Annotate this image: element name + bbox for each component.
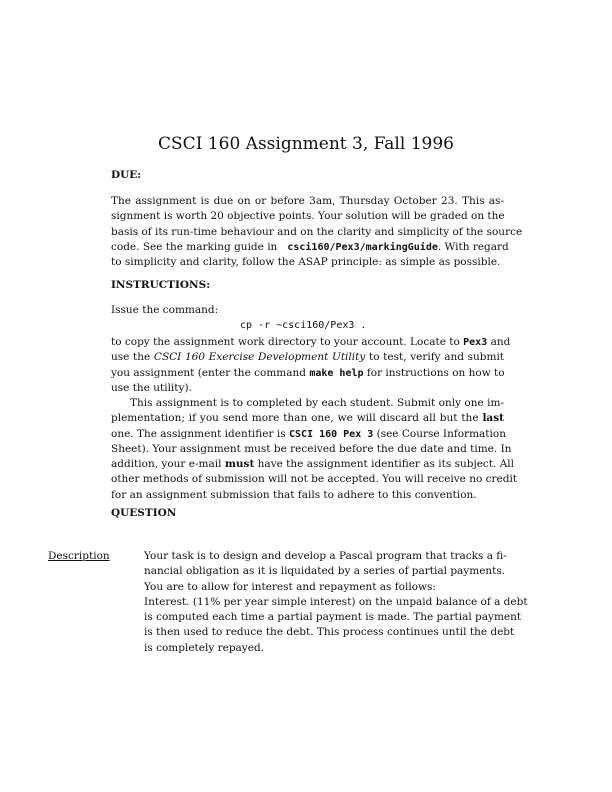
- desc-line-3: You are to allow for interest and repayment as follows:: [144, 580, 436, 593]
- document-title: CSCI 160 Assignment 3, Fall 1996: [158, 134, 454, 154]
- instr-p2-line-5: [111, 457, 514, 472]
- must-emphasis: must: [224, 458, 255, 471]
- assignment-identifier: CSCI 160 Pex 3: [288, 428, 374, 440]
- desc-line-1: Your task is to design and develop a Pascal program that tracks a fi-: [144, 550, 507, 562]
- instr-p2-l5c: have the assignment identifier as its subject. All: [257, 458, 514, 471]
- description-label: Description: [48, 550, 110, 562]
- due-line-4-tail: . With regard: [437, 240, 509, 253]
- desc-line-2: nancial obligation as it is liquidated by a series of partial payments.: [144, 565, 506, 578]
- instr-p1-l2a: use the: [111, 351, 151, 364]
- instr-p1-line-3: [111, 366, 504, 381]
- description-paragraph: [144, 549, 528, 656]
- pex3-dir: Pex3: [463, 337, 488, 348]
- due-line-2: signment is worth 20 objective points. Your solution will be graded on the: [111, 210, 505, 223]
- due-line-4-text: code. See the marking guide in: [111, 240, 278, 253]
- due-line-3: basis of its run-time behaviour and on the clarity and simplicity of the source: [111, 225, 523, 238]
- marking-guide-path: csci160/Pex3/markingGuide: [287, 241, 438, 253]
- copy-command: cp -r ~csci160/Pex3 .: [240, 320, 367, 331]
- issue-line: [111, 303, 504, 318]
- instr-p1-l1c: and: [490, 336, 511, 348]
- instructions-paragraph-2: [111, 396, 518, 503]
- desc-line-5: is computed each time a partial payment is made. The partial payment: [144, 611, 522, 624]
- instr-p2-l3c: (see Course Information: [376, 427, 506, 440]
- instr-p1-line-4: use the utility).: [111, 381, 192, 394]
- instr-p2-line-3: [111, 427, 504, 442]
- instr-p2-l2a: plementation; if you send more than one, we will discard all but the: [111, 412, 479, 425]
- question-heading: QUESTION: [111, 507, 177, 519]
- due-line-5: to simplicity and clarity, follow the ASAP principle: as simple as possible.: [111, 256, 501, 269]
- desc-line-7: is completely repayed.: [144, 641, 265, 654]
- make-help-command: make help: [309, 367, 364, 379]
- instr-p2-line-6: other methods of submission will not be accepted. You will receive no credit: [111, 473, 518, 486]
- instr-p2-l3a: one. The assignment identifier is: [111, 427, 286, 440]
- due-line-4: [111, 240, 509, 255]
- instr-p1-l3c: for instructions on how to: [366, 366, 505, 379]
- instructions-paragraph-1: [111, 335, 511, 396]
- desc-line-4: Interest. (11% per year simple interest) on the unpaid balance of a debt: [144, 595, 528, 608]
- instr-p1-l2c: to test, verify and submit: [368, 351, 505, 364]
- utility-name: CSCI 160 Exercise Development Utility: [153, 351, 366, 364]
- instr-p1-line-1: [111, 335, 511, 350]
- instr-p2-line-2: [111, 411, 504, 426]
- instr-p2-line-1: This assignment is to completed by each student. Submit only one im-: [130, 397, 504, 409]
- last-emphasis: last: [482, 412, 504, 425]
- instr-p1-line-2: [111, 350, 504, 365]
- due-heading: DUE:: [111, 169, 142, 181]
- desc-line-6: is then used to reduce the debt. This process continues until the debt: [144, 626, 515, 639]
- instr-p1-l3a: you assignment (enter the command: [111, 366, 306, 379]
- instr-p2-line-7: for an assignment submission that fails to adhere to this convention.: [111, 488, 477, 501]
- instr-p2-l5a: addition, your e-mail: [111, 458, 222, 471]
- issue-text: Issue the command:: [111, 304, 219, 316]
- due-paragraph: [111, 194, 523, 270]
- instr-p1-l1a: to copy the assignment work directory to your account. Locate to: [111, 336, 460, 348]
- instr-p2-line-4: Sheet). Your assignment must be received before the due date and time. In: [111, 442, 512, 455]
- instructions-heading: INSTRUCTIONS:: [111, 279, 211, 291]
- due-line-1: The assignment is due on or before 3am, Thursday October 23. This as-: [111, 195, 504, 207]
